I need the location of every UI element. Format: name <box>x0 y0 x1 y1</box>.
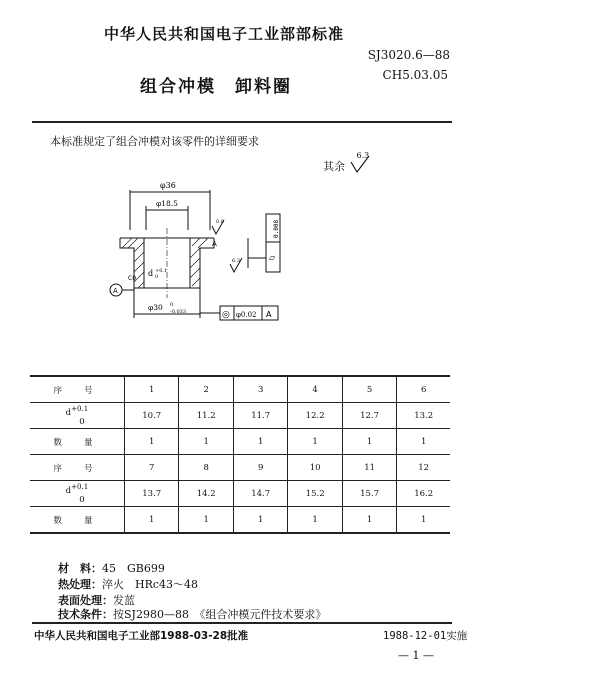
svg-text:▱: ▱ <box>269 253 276 262</box>
intro-text: 本标准规定了组合冲模对该零件的详细要求 <box>50 135 259 148</box>
datum-label: A <box>113 287 118 295</box>
effective-date: 1988-12-01实施 <box>383 630 468 642</box>
flatness-value: 0.008 <box>273 219 280 238</box>
roughness-note <box>323 151 371 174</box>
svg-text:A: A <box>212 240 217 248</box>
table-row: 序号 1 2 3 4 5 6 <box>30 376 450 403</box>
part-drawing <box>108 168 308 328</box>
spec-technical: 技术条件：按SJ2980—88 《组合冲模元件技术要求》 <box>58 608 327 621</box>
header-rule <box>32 121 452 123</box>
document-title: 组合冲模 卸料圈 <box>140 77 292 97</box>
standard-number: SJ3020.6—88 <box>367 48 450 62</box>
svg-text:0: 0 <box>170 302 174 308</box>
table-row: $d^{+0.1}$ 0 10.7 11.2 11.7 12.2 12.7 13.2 <box>30 403 450 429</box>
svg-text:0.8: 0.8 <box>216 219 224 225</box>
dim-outer-label: φ36 <box>160 181 176 190</box>
spec-material: 材 料：45 GB699 <box>58 562 165 575</box>
svg-text:C0: C0 <box>128 275 137 282</box>
roughness-value: 6.3 <box>356 151 370 160</box>
coaxiality-icon: ◎ <box>222 310 230 320</box>
approval-date: 中华人民共和国电子工业部1988-03-28批准 <box>34 630 249 642</box>
svg-text:A: A <box>266 310 272 319</box>
issuing-authority: 中华人民共和国电子工业部部标准 <box>104 25 345 43</box>
svg-text:0: 0 <box>155 274 159 280</box>
table-row: $d^{+0.1}$ 0 13.7 14.2 14.7 15.2 15.7 16.2 <box>30 481 450 507</box>
spec-surface: 表面处理：发蓝 <box>58 594 135 607</box>
svg-text:d: d <box>148 269 154 278</box>
table-row: 序号 7 8 9 10 11 12 <box>30 455 450 481</box>
parameter-table <box>30 375 450 534</box>
table-row: 数量 1 1 1 1 1 1 <box>30 507 450 534</box>
table-row: 数量 1 1 1 1 1 1 <box>30 429 450 455</box>
svg-text:6.3: 6.3 <box>232 258 240 264</box>
seq-label: 序号 <box>30 376 125 403</box>
footer-rule <box>32 622 452 624</box>
roughness-label: 其余 <box>323 160 345 173</box>
legacy-number: CH5.03.05 <box>382 68 448 82</box>
svg-text:+0.1: +0.1 <box>155 268 168 274</box>
spec-heat-treatment: 热处理：淬火 HRc43～48 <box>58 578 199 591</box>
svg-text:-0.033: -0.033 <box>170 309 187 315</box>
coaxiality-value: φ0.02 <box>236 311 257 319</box>
dim-shaft-label: φ30 <box>148 303 163 312</box>
d-label: $d^{+0.1}$ 0 <box>30 403 125 429</box>
dim-inner-label: φ18.5 <box>156 199 178 208</box>
qty-label: 数量 <box>30 429 125 455</box>
page-number: — 1 — <box>398 649 434 662</box>
